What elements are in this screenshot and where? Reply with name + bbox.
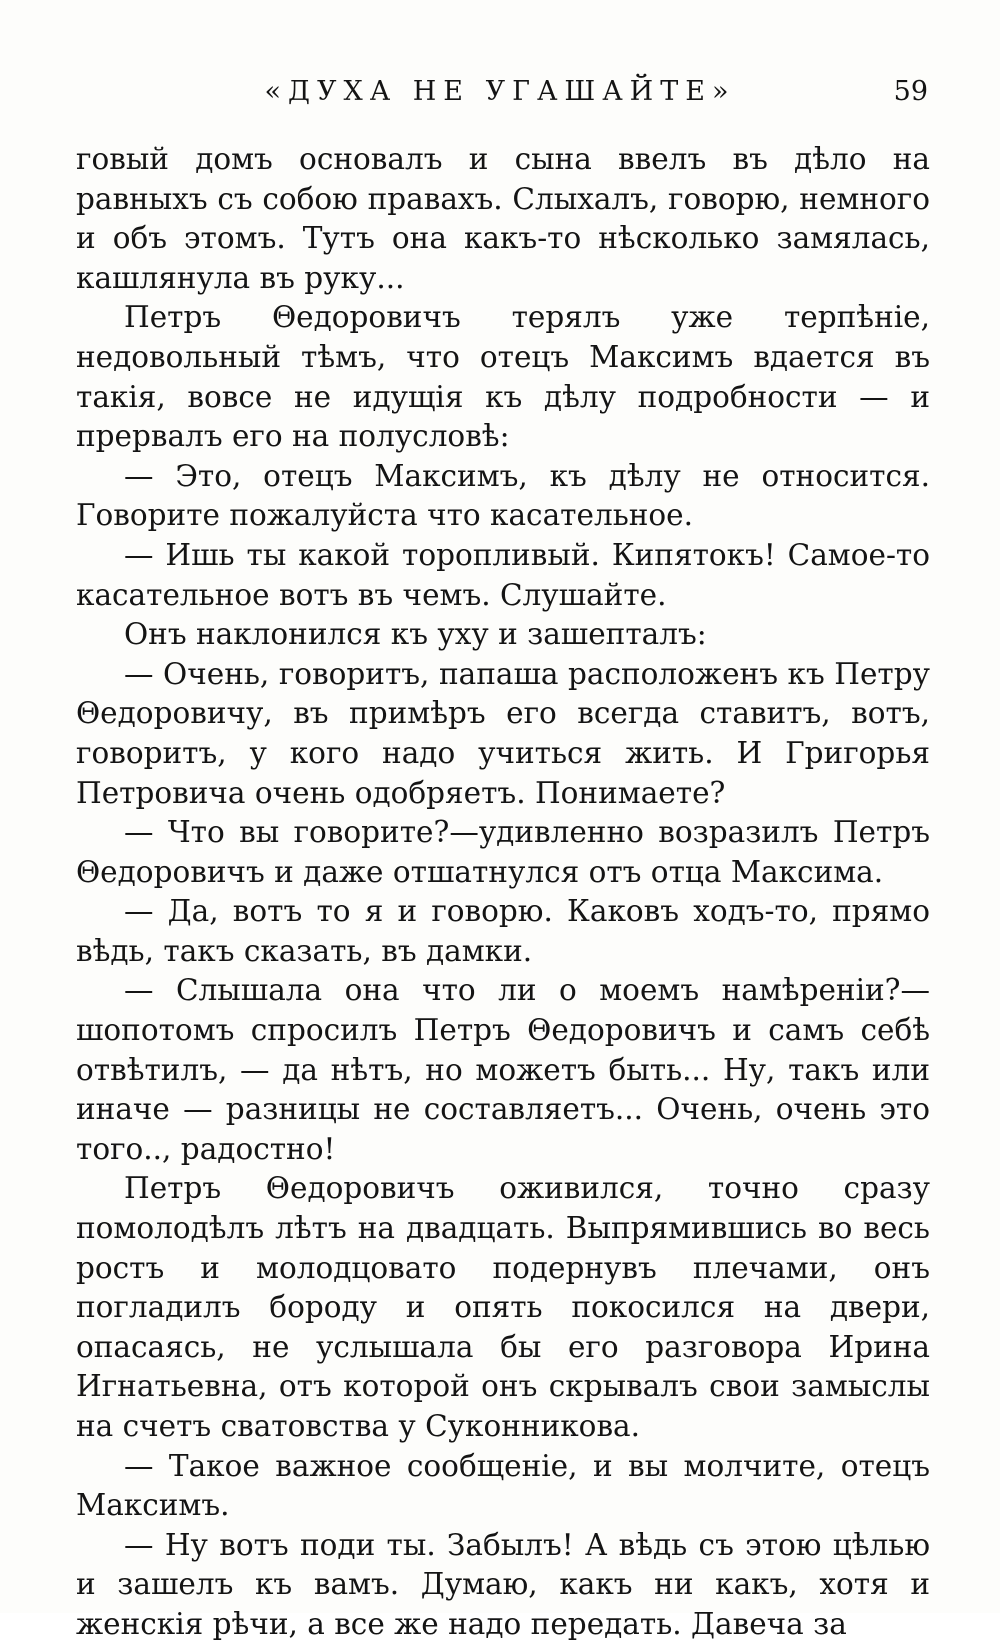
running-head [70,72,930,112]
paragraph: — Ну вотъ поди ты. Забылъ! А вѣдь съ этою цѣлью и зашелъ къ вамъ. Думаю, какъ ни какъ, хотя и женскія рѣчи, а все же надо передать. Давеча за [76,1527,930,1641]
paragraph: говый домъ основалъ и сына ввелъ въ дѣло на равныхъ съ собою правахъ. Слыхалъ, говорю, немного и объ этомъ. Тутъ она какъ-то нѣсколько замялась, кашлянула въ руку... [76,142,930,295]
paragraph: Петръ Θедоровичъ оживился, точно сразу помолодѣлъ лѣтъ на двадцать. Выпрямившись во весь ростъ и молодцовато подернувъ плечами, онъ погладилъ бороду и опять покосился на двери, опасаясь, не услышала бы его разговора Ирина Игнатьевна, отъ которой онъ скрывалъ свои замыслы на счетъ сватовства у Суконникова. [76,1171,930,1443]
page-number: 59 [893,76,928,107]
paragraph: — Да, вотъ то я и говорю. Каковъ ходъ-то, прямо вѣдь, такъ сказать, въ дамки. [76,894,930,968]
body-text [76,140,930,1645]
paragraph: — Такое важное сообщеніе, и вы молчите, отецъ Максимъ. [76,1448,930,1523]
paragraph: — Что вы говорите?—удивленно возразилъ Петръ Θедоровичъ и даже отшатнулся отъ отца Максима. [76,815,930,889]
paragraph: Петръ Θедоровичъ терялъ уже терпѣніе, недовольный тѣмъ, что отецъ Максимъ вдается въ такія, вовсе не идущія къ дѣлу подробности — и прервалъ его на полусловѣ: [76,300,930,454]
paragraph: — Очень, говоритъ, папаша расположенъ къ Петру Θедоровичу, въ примѣръ его всегда ставитъ, вотъ, говоритъ, у кого надо учиться жить. И Григорья Петровича очень одобряетъ. Понимаете? [76,656,930,810]
paragraph: — Ишь ты какой торопливый. Кипятокъ! Самое-то касательное вотъ въ чемъ. Слушайте. [76,537,930,612]
paragraph: — Это, отецъ Максимъ, къ дѣлу не относится. Говорите пожалуйста что касательное. [76,458,930,533]
paragraph: Онъ наклонился къ уху и зашепталъ: [124,617,707,652]
running-title: «ДУХА НЕ УГАШАЙТЕ» [264,76,736,107]
paragraph: — Слышала она что ли о моемъ намѣреніи?—шопотомъ спросилъ Петръ Θедоровичъ и самъ себѣ отвѣтилъ, — да нѣтъ, но можетъ быть... Ну, такъ или иначе — разницы не составляетъ... Очень, очень это того.., радостно! [76,973,930,1166]
